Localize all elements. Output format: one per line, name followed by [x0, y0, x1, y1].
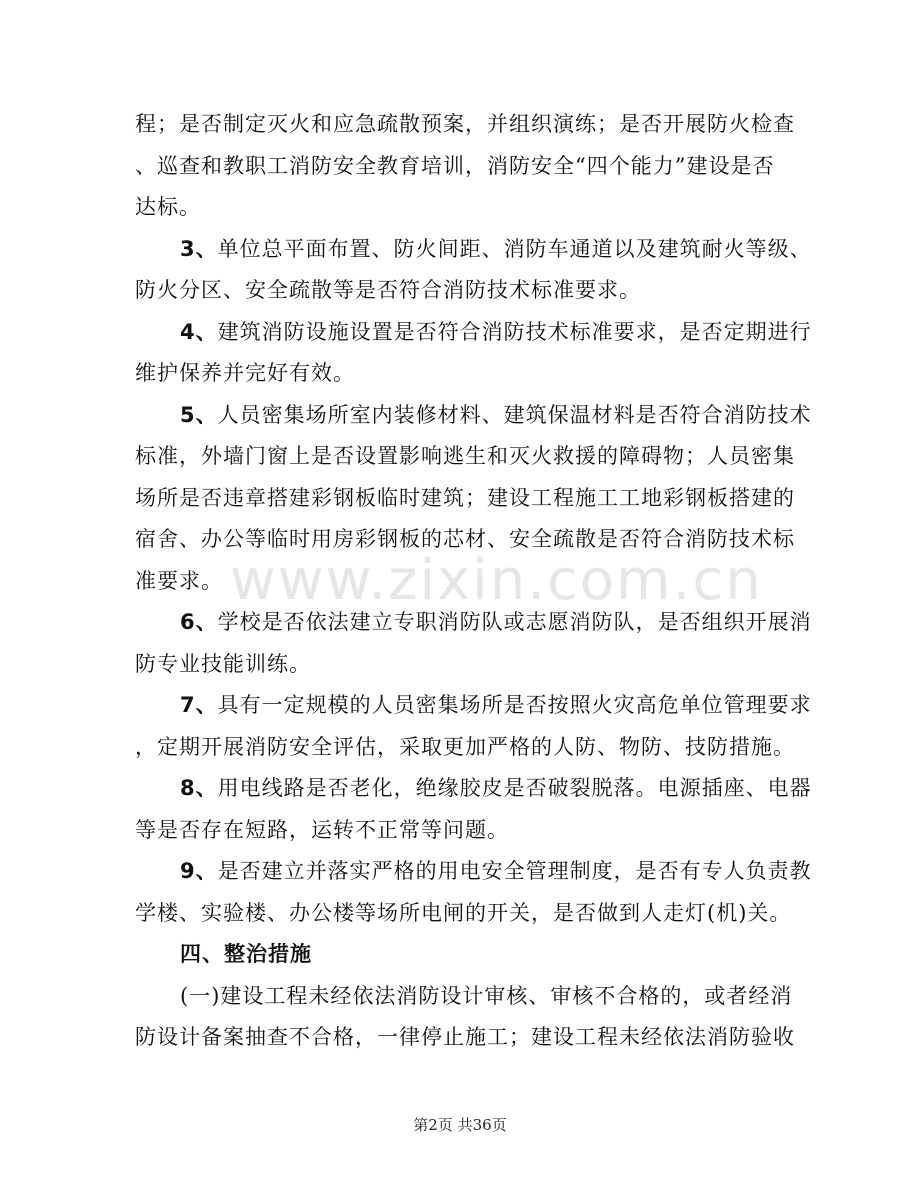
item-text: 单位总平面布置、防火间距、消防车通道以及建筑耐火等级、: [217, 237, 812, 261]
item-number: 7、: [180, 693, 218, 717]
item-text: 学校是否依法建立专职消防队或志愿消防队，是否组织开展消: [217, 610, 812, 634]
text-line: (一)建设工程未经依法消防设计审核、审核不合格的，或者经消: [180, 984, 793, 1008]
text-line: 维护保养并完好有效。: [135, 361, 355, 385]
item-text: 具有一定规模的人员密集场所是否按照火灾高危单位管理要求: [217, 693, 812, 717]
text-line: 防设计备案抽查不合格，一律停止施工；建设工程未经依法消防验收: [135, 1025, 795, 1049]
item-number: 4、: [180, 320, 218, 344]
item-9-line: [180, 857, 812, 885]
text-line: 学楼、实验楼、办公楼等场所电闸的开关，是否做到人走灯(机)关。: [135, 901, 792, 925]
item-number: 5、: [180, 403, 218, 427]
text-line: ，定期开展消防安全评估，采取更加严格的人防、物防、技防措施。: [135, 735, 795, 759]
text-line: 程；是否制定灭火和应急疏散预案，并组织演练；是否开展防火检查: [135, 112, 795, 136]
item-number: 3、: [180, 237, 218, 261]
text-line: 标准，外墙门窗上是否设置影响逃生和灭火救援的障碍物；人员密集: [135, 444, 795, 468]
item-4-line: [180, 318, 812, 346]
item-text: 建筑消防设施设置是否符合消防技术标准要求，是否定期进行: [217, 320, 812, 344]
item-number: 6、: [180, 610, 218, 634]
text-line: 、巡查和教职工消防安全教育培训，消防安全“四个能力”建设是否: [135, 154, 775, 178]
text-line: 达标。: [135, 195, 201, 219]
item-6-line: [180, 608, 812, 636]
item-number: 8、: [180, 776, 218, 800]
text-line: 防专业技能训练。: [135, 652, 311, 676]
item-text: 是否建立并落实严格的用电安全管理制度，是否有专人负责教: [217, 859, 812, 883]
item-text: 用电线路是否老化，绝缘胶皮是否破裂脱落。电源插座、电器: [217, 776, 812, 800]
text-line: 等是否存在短路，运转不正常等问题。: [135, 818, 509, 842]
item-3-line: [180, 235, 812, 263]
watermark: www.zixin.com.cn: [230, 548, 763, 613]
item-7-line: [180, 691, 812, 719]
page-footer: 第2页 共36页: [413, 1116, 507, 1134]
item-text: 人员密集场所室内装修材料、建筑保温材料是否符合消防技术: [217, 403, 812, 427]
item-8-line: [180, 774, 812, 802]
item-5-line: [180, 401, 812, 429]
text-line: 防火分区、安全疏散等是否符合消防技术标准要求。: [135, 278, 641, 302]
text-line: 宿舍、办公等临时用房彩钢板的芯材、安全疏散是否符合消防技术标: [135, 527, 795, 551]
section-heading: 四、整治措施: [180, 942, 312, 966]
text-line: 准要求。: [135, 569, 223, 593]
text-line: 场所是否违章搭建彩钢板临时建筑；建设工程施工工地彩钢板搭建的: [135, 486, 795, 510]
item-number: 9、: [180, 859, 218, 883]
